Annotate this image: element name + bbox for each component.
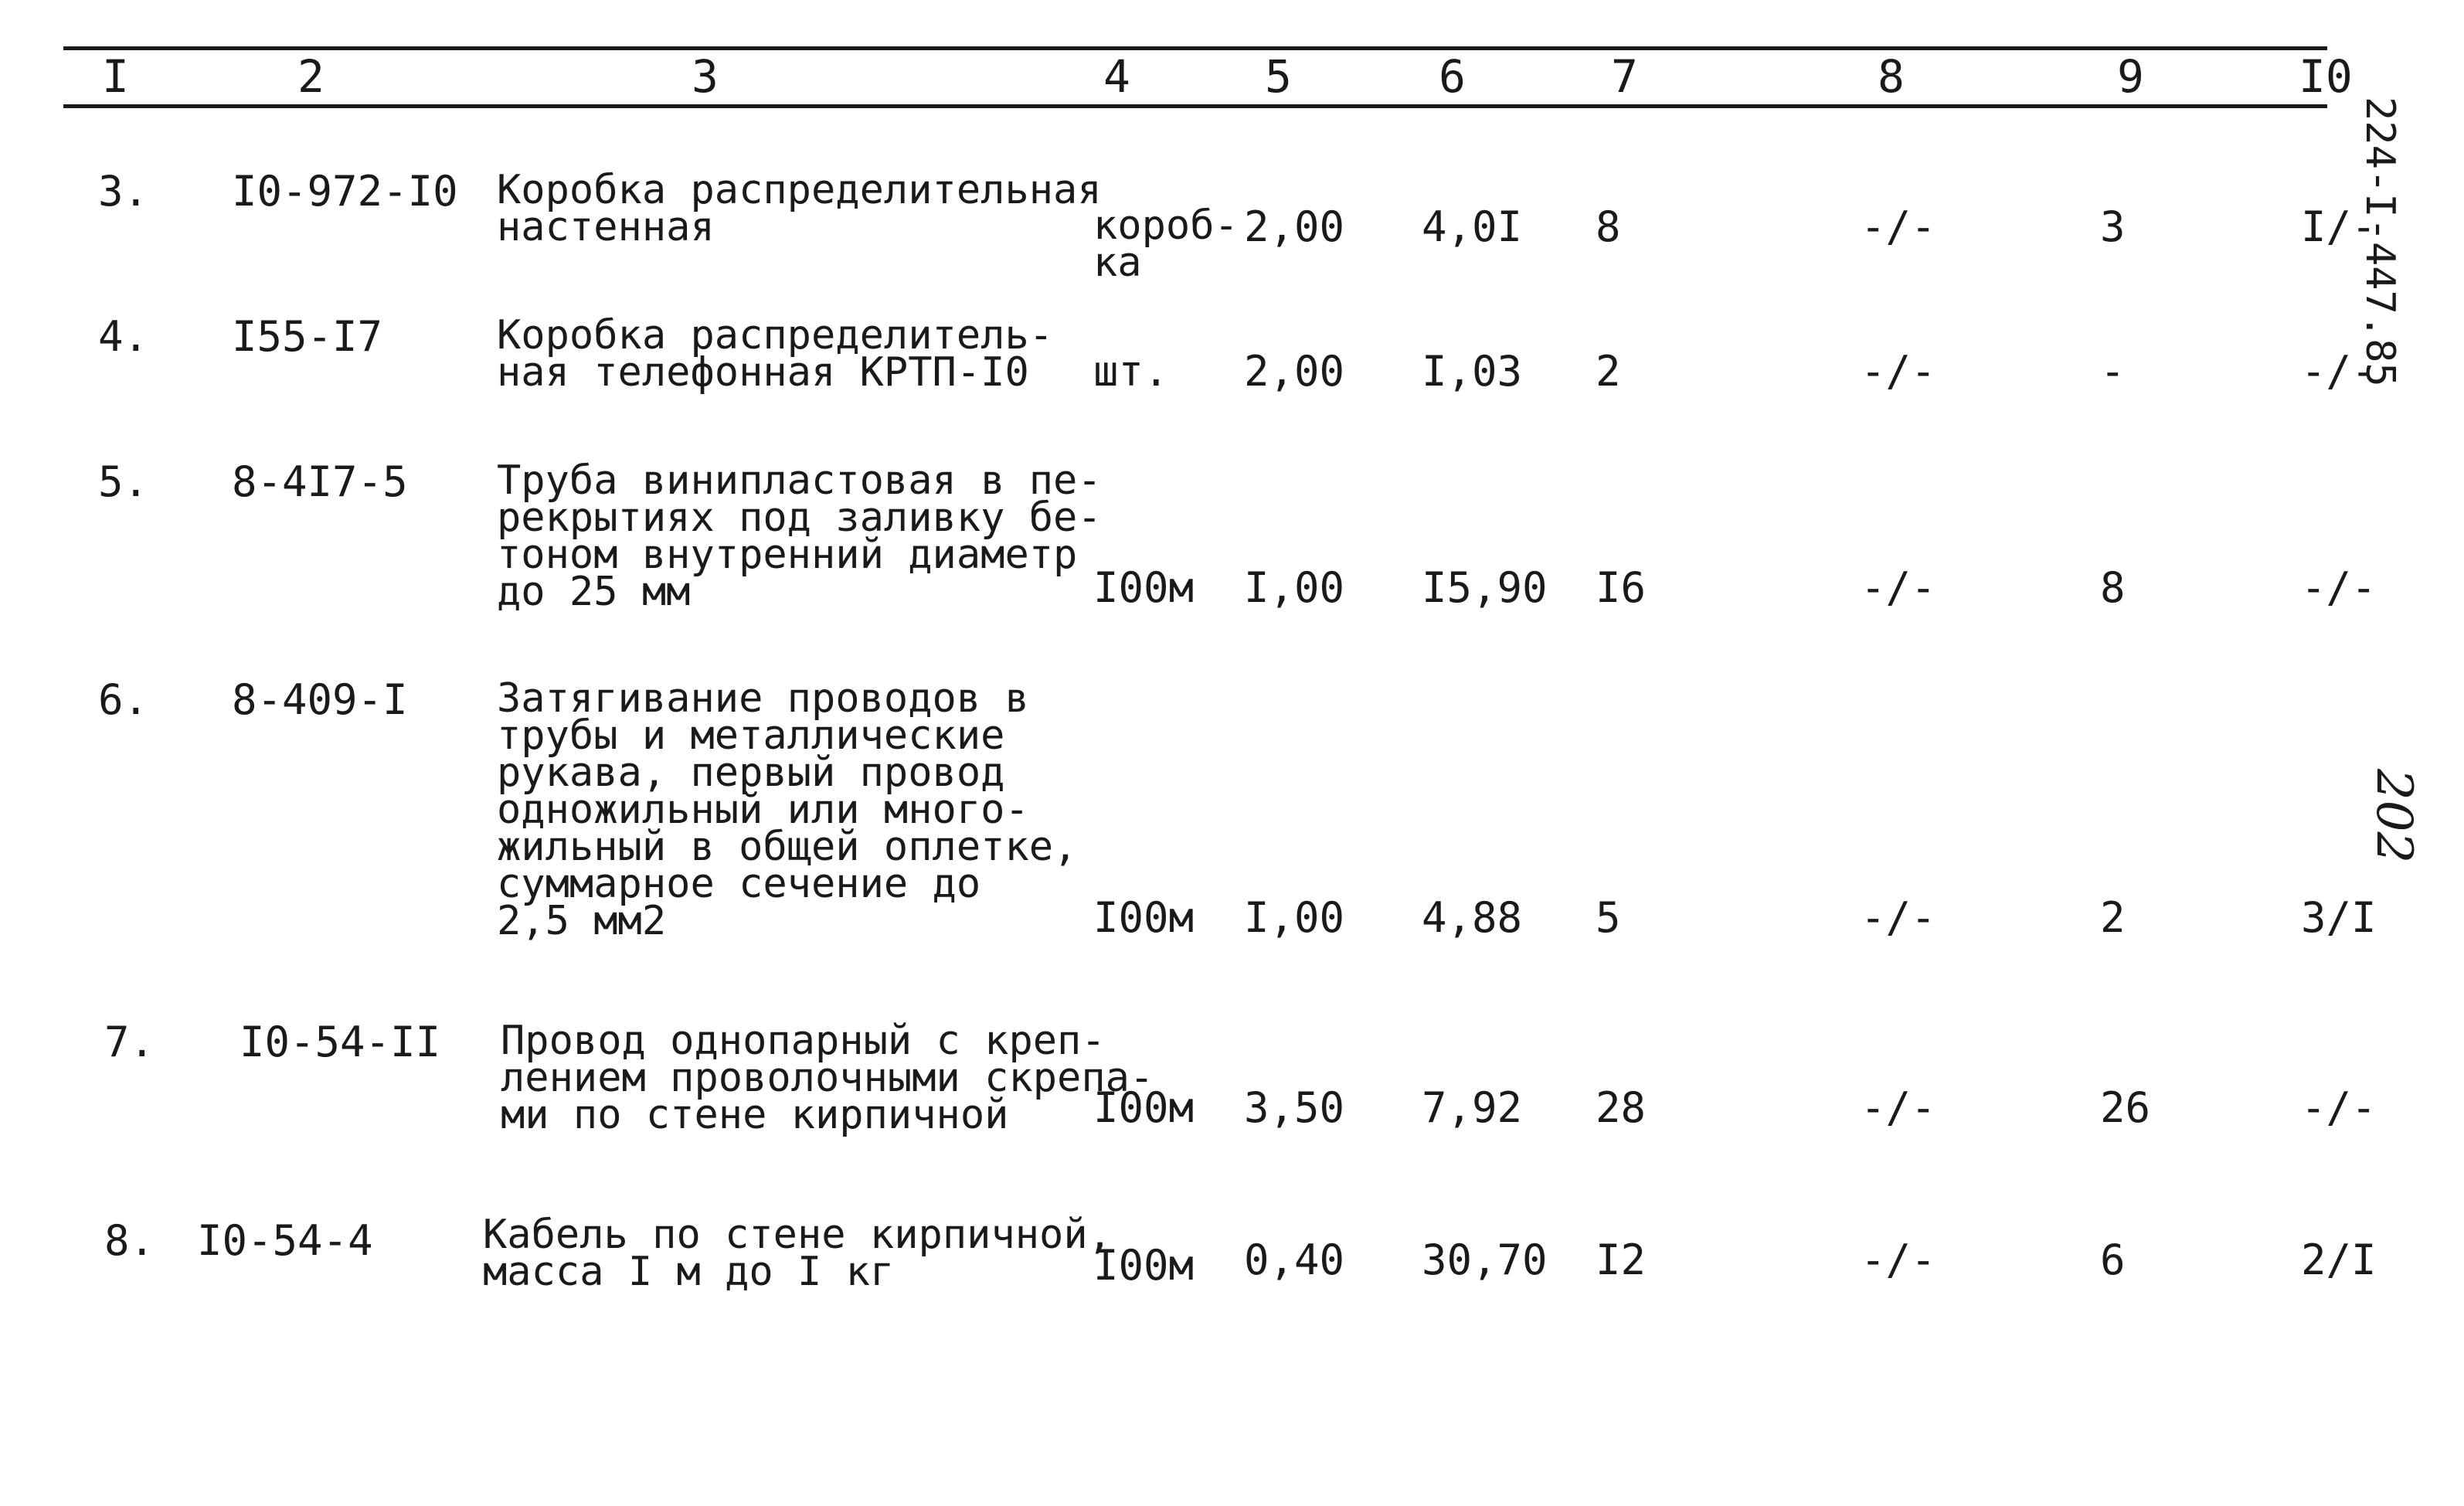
row-col5: 0,40 — [1244, 1236, 1345, 1284]
row-col10: -/- — [2301, 347, 2377, 396]
row-col7: 8 — [1596, 202, 1621, 251]
row-col10: I/- — [2301, 202, 2377, 251]
row-col7: I6 — [1596, 563, 1647, 612]
page-number: 202 — [2365, 769, 2422, 864]
row-col9: 8 — [2100, 563, 2126, 612]
header-col-4: 4 — [1103, 50, 1130, 103]
row-col9: - — [2100, 347, 2126, 396]
row-col8: -/- — [1861, 893, 1936, 942]
header-col-3: 3 — [692, 50, 719, 103]
row-number: 3. — [98, 167, 149, 216]
row-col5: I,00 — [1244, 563, 1345, 612]
row-col5: 2,00 — [1244, 347, 1345, 396]
row-number: 4. — [98, 312, 149, 361]
row-col7: I2 — [1596, 1236, 1647, 1284]
row-col5: 3,50 — [1244, 1083, 1345, 1132]
row-col10: 2/I — [2301, 1236, 2377, 1284]
row-col8: -/- — [1861, 563, 1936, 612]
row-col6: 4,88 — [1422, 893, 1523, 942]
row-col8: -/- — [1861, 202, 1936, 251]
row-unit: I00м — [1093, 563, 1195, 612]
header-col-7: 7 — [1611, 50, 1638, 103]
row-col6: 30,70 — [1422, 1236, 1548, 1284]
row-col6: 7,92 — [1422, 1083, 1523, 1132]
row-col9: 6 — [2100, 1236, 2126, 1284]
row-col10: -/- — [2301, 563, 2377, 612]
header-col-6: 6 — [1439, 50, 1466, 103]
row-number: 5. — [98, 457, 149, 506]
row-unit: I00м — [1093, 1241, 1195, 1290]
table-top-rule — [63, 46, 2327, 50]
row-col6: 4,0I — [1422, 202, 1523, 251]
row-col7: 28 — [1596, 1083, 1647, 1132]
row-unit: короб- ка — [1093, 202, 1239, 286]
row-col8: -/- — [1861, 347, 1936, 396]
row-col9: 3 — [2100, 202, 2126, 251]
header-col-9: 9 — [2117, 50, 2144, 103]
row-col10: 3/I — [2301, 893, 2377, 942]
row-col5: I,00 — [1244, 893, 1345, 942]
row-code: I55-I7 — [232, 312, 383, 361]
row-description: Провод однопарный с креп- лением проволочными скрепа- ми по стене кирпичной — [501, 1018, 1154, 1138]
row-description: Труба винипластовая в пе- рекрытиях под заливку бе- тоном внутренний диаметр до 25 мм — [497, 457, 1102, 615]
row-unit: I00м — [1093, 893, 1195, 942]
row-col8: -/- — [1861, 1083, 1936, 1132]
row-code: 8-409-I — [232, 675, 408, 724]
row-description: Затягивание проводов в трубы и металлические рукава, первый провод одножильный или много- жильный в общей оплетке, суммарное сечение до 2,5 мм2 — [497, 675, 1078, 944]
header-col-5: 5 — [1265, 50, 1292, 103]
side-document-code: 224-I-447.85 — [2357, 97, 2403, 387]
row-number: 6. — [98, 675, 149, 724]
row-col6: I5,90 — [1422, 563, 1548, 612]
row-code: I0-54-4 — [197, 1216, 373, 1265]
row-code: 8-4I7-5 — [232, 457, 408, 506]
row-number: 7. — [104, 1018, 155, 1066]
row-col8: -/- — [1861, 1236, 1936, 1284]
row-code: I0-54-II — [240, 1018, 441, 1066]
row-number: 8. — [104, 1216, 155, 1265]
row-col6: I,03 — [1422, 347, 1523, 396]
row-col5: 2,00 — [1244, 202, 1345, 251]
row-code: I0-972-I0 — [232, 167, 458, 216]
row-col9: 2 — [2100, 893, 2126, 942]
header-col-2: 2 — [297, 50, 325, 103]
row-description: Кабель по стене кирпичной, масса I м до I кг — [483, 1212, 1112, 1295]
row-description: Коробка распределительная настенная — [497, 167, 1102, 250]
row-col10: -/- — [2301, 1083, 2377, 1132]
row-unit: I00м — [1093, 1083, 1195, 1132]
row-col9: 26 — [2100, 1083, 2151, 1132]
header-col-1: I — [102, 50, 129, 103]
header-col-8: 8 — [1878, 50, 1905, 103]
row-col7: 5 — [1596, 893, 1621, 942]
header-col-10: I0 — [2299, 50, 2353, 103]
row-unit: шт. — [1093, 347, 1169, 396]
row-col7: 2 — [1596, 347, 1621, 396]
row-description: Коробка распределитель- ная телефонная КРТП-I0 — [497, 312, 1054, 396]
table-header-rule — [63, 104, 2327, 108]
